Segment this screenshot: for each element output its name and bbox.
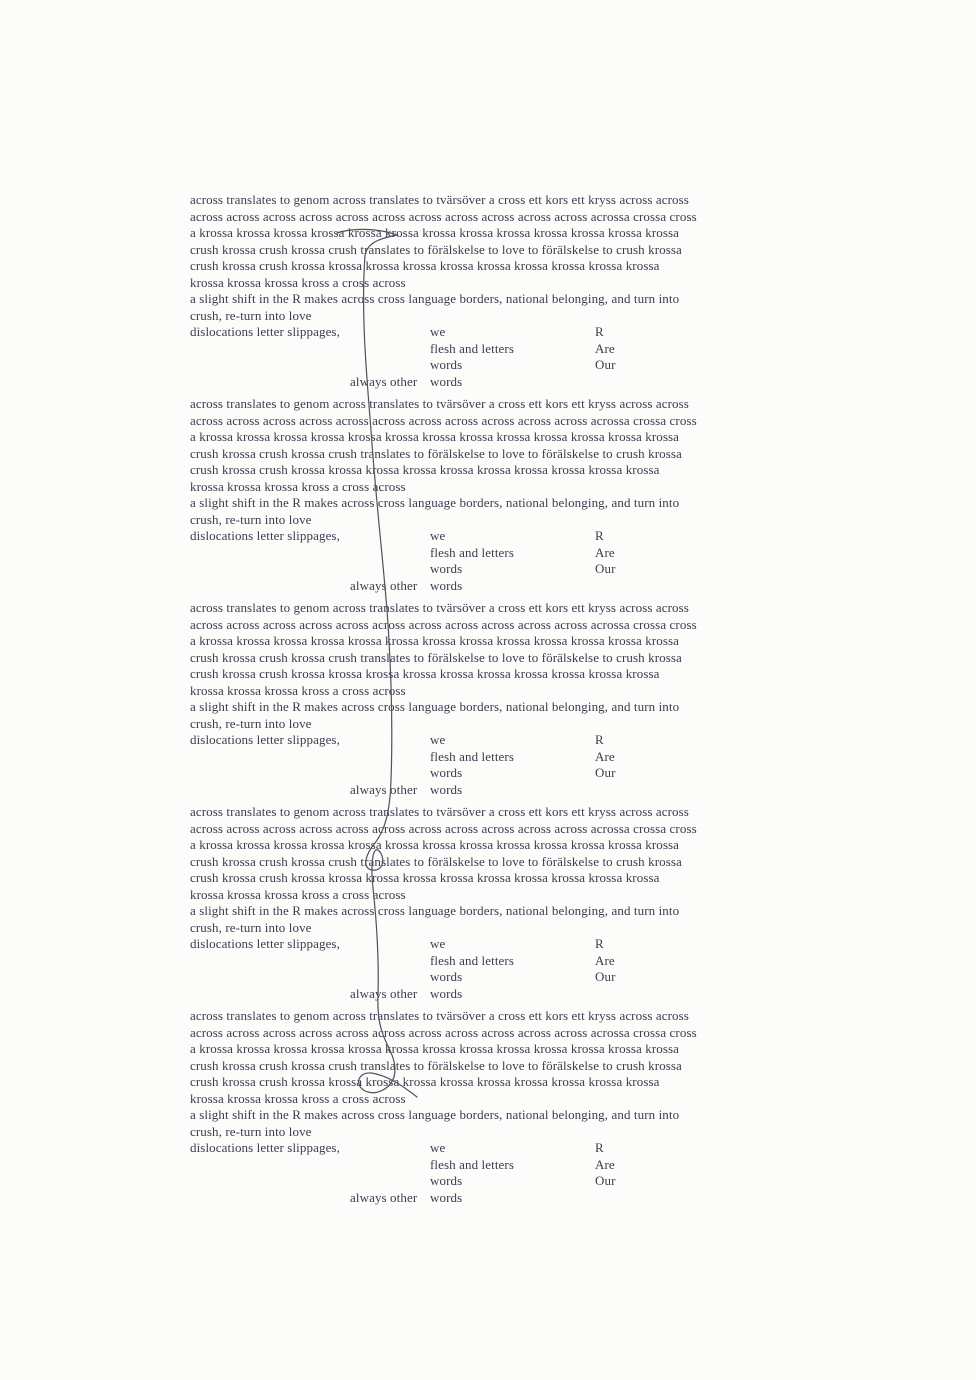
dislocations-label: dislocations letter slippages, xyxy=(190,1140,340,1155)
column-flesh: flesh and letters xyxy=(430,748,515,764)
shift-line: a slight shift in the R makes across cross language borders, national belonging, and turn into xyxy=(190,495,680,510)
column-r: R xyxy=(595,732,604,747)
stanza-line: across translates to genom across translates to tvärsöver a cross ett kors ett kryss across across xyxy=(190,804,689,819)
stanza-line: krossa krossa krossa kross a cross across xyxy=(190,682,406,698)
footer-always-other: always other xyxy=(350,1189,418,1205)
footer-words: words xyxy=(430,373,463,389)
footer-words: words xyxy=(430,781,463,797)
dislocations-label: dislocations letter slippages, xyxy=(190,732,340,747)
shift-line: crush, re-turn into love xyxy=(190,307,312,323)
column-words: words xyxy=(430,969,463,984)
column-r: R xyxy=(595,528,604,543)
shift-line: crush, re-turn into love xyxy=(190,1123,312,1139)
columns-row xyxy=(190,324,790,341)
columns-row xyxy=(190,1173,790,1190)
column-flesh: flesh and letters xyxy=(430,1156,515,1172)
footer-always-other: always other xyxy=(350,373,418,389)
stanza xyxy=(190,396,790,594)
shift-line: a slight shift in the R makes across cross language borders, national belonging, and turn into xyxy=(190,903,680,918)
stanza-line: crush krossa crush krossa krossa krossa krossa krossa krossa krossa krossa krossa krossa xyxy=(190,462,660,477)
stanza-line: across translates to genom across translates to tvärsöver a cross ett kors ett kryss across across xyxy=(190,600,689,615)
column-our: Our xyxy=(595,765,616,780)
dislocations-label: dislocations letter slippages, xyxy=(190,936,340,951)
shift-line: crush, re-turn into love xyxy=(190,715,312,731)
stanza-line: a krossa krossa krossa krossa krossa krossa krossa krossa krossa krossa krossa krossa krossa xyxy=(190,429,680,444)
column-are: Are xyxy=(595,952,615,968)
stanza-line: crush krossa crush krossa crush translates to förälskelse to love to förälskelse to crush krossa xyxy=(190,1057,682,1073)
stanza xyxy=(190,192,790,390)
stanza xyxy=(190,600,790,798)
column-are: Are xyxy=(595,340,615,356)
columns-row xyxy=(190,357,790,374)
stanza-line: across across across across across across across across across across across acrossa crossa cross xyxy=(190,1024,697,1040)
dislocations-label: dislocations letter slippages, xyxy=(190,528,340,543)
footer-row xyxy=(190,986,790,1003)
column-words: words xyxy=(430,357,463,372)
columns-row xyxy=(190,749,790,766)
shift-line: a slight shift in the R makes across cross language borders, national belonging, and turn into xyxy=(190,699,680,714)
columns-row xyxy=(190,765,790,782)
column-flesh: flesh and letters xyxy=(430,544,515,560)
column-r: R xyxy=(595,936,604,951)
stanza-line: krossa krossa krossa kross a cross across xyxy=(190,274,406,290)
column-we: we xyxy=(430,732,446,747)
column-flesh: flesh and letters xyxy=(430,952,515,968)
shift-line: a slight shift in the R makes across cross language borders, national belonging, and turn into xyxy=(190,1107,680,1122)
column-our: Our xyxy=(595,1173,616,1188)
columns-row xyxy=(190,561,790,578)
column-our: Our xyxy=(595,357,616,372)
stanza-line: krossa krossa krossa kross a cross across xyxy=(190,886,406,902)
columns-row xyxy=(190,528,790,545)
footer-words: words xyxy=(430,1189,463,1205)
column-r: R xyxy=(595,324,604,339)
stanza-line: crush krossa crush krossa krossa krossa krossa krossa krossa krossa krossa krossa krossa xyxy=(190,870,660,885)
column-we: we xyxy=(430,324,446,339)
stanza-line: a krossa krossa krossa krossa krossa krossa krossa krossa krossa krossa krossa krossa krossa xyxy=(190,633,680,648)
footer-row xyxy=(190,1190,790,1207)
stanza-line: crush krossa crush krossa krossa krossa krossa krossa krossa krossa krossa krossa krossa xyxy=(190,258,660,273)
columns-row xyxy=(190,953,790,970)
footer-row xyxy=(190,782,790,799)
column-r: R xyxy=(595,1140,604,1155)
columns-row xyxy=(190,732,790,749)
column-are: Are xyxy=(595,1156,615,1172)
footer-words: words xyxy=(430,985,463,1001)
column-words: words xyxy=(430,1173,463,1188)
stanza-line: across translates to genom across translates to tvärsöver a cross ett kors ett kryss across across xyxy=(190,396,689,411)
column-our: Our xyxy=(595,561,616,576)
column-we: we xyxy=(430,936,446,951)
footer-always-other: always other xyxy=(350,577,418,593)
stanza-line: a krossa krossa krossa krossa krossa krossa krossa krossa krossa krossa krossa krossa krossa xyxy=(190,225,680,240)
stanza xyxy=(190,804,790,1002)
footer-row xyxy=(190,374,790,391)
columns-row xyxy=(190,969,790,986)
stanza-line: krossa krossa krossa kross a cross across xyxy=(190,1090,406,1106)
column-our: Our xyxy=(595,969,616,984)
dislocations-label: dislocations letter slippages, xyxy=(190,324,340,339)
stanza-line: a krossa krossa krossa krossa krossa krossa krossa krossa krossa krossa krossa krossa krossa xyxy=(190,1041,680,1056)
stanza-line: across across across across across across across across across across across acrossa crossa cross xyxy=(190,616,697,632)
stanza-line: crush krossa crush krossa crush translates to förälskelse to love to förälskelse to crush krossa xyxy=(190,445,682,461)
stanza-line: crush krossa crush krossa crush translates to förälskelse to love to förälskelse to crush krossa xyxy=(190,241,682,257)
columns-row xyxy=(190,341,790,358)
stanza-line: crush krossa crush krossa krossa krossa krossa krossa krossa krossa krossa krossa krossa xyxy=(190,666,660,681)
columns-row xyxy=(190,1140,790,1157)
stanza-line: across translates to genom across translates to tvärsöver a cross ett kors ett kryss across across xyxy=(190,1008,689,1023)
column-are: Are xyxy=(595,748,615,764)
stanza-line: crush krossa crush krossa crush translates to förälskelse to love to förälskelse to crush krossa xyxy=(190,649,682,665)
columns-row xyxy=(190,936,790,953)
column-words: words xyxy=(430,765,463,780)
stanza-line: across translates to genom across translates to tvärsöver a cross ett kors ett kryss across across xyxy=(190,192,689,207)
stanza-line: a krossa krossa krossa krossa krossa krossa krossa krossa krossa krossa krossa krossa krossa xyxy=(190,837,680,852)
footer-always-other: always other xyxy=(350,781,418,797)
columns-row xyxy=(190,545,790,562)
shift-line: a slight shift in the R makes across cross language borders, national belonging, and turn into xyxy=(190,291,680,306)
column-flesh: flesh and letters xyxy=(430,340,515,356)
shift-line: crush, re-turn into love xyxy=(190,511,312,527)
stanza-line: crush krossa crush krossa crush translates to förälskelse to love to förälskelse to crush krossa xyxy=(190,853,682,869)
stanza-line: crush krossa crush krossa krossa krossa krossa krossa krossa krossa krossa krossa krossa xyxy=(190,1074,660,1089)
footer-row xyxy=(190,578,790,595)
stanza xyxy=(190,1008,790,1206)
footer-words: words xyxy=(430,577,463,593)
poem xyxy=(190,192,790,1212)
stanza-line: krossa krossa krossa kross a cross across xyxy=(190,478,406,494)
footer-always-other: always other xyxy=(350,985,418,1001)
column-we: we xyxy=(430,1140,446,1155)
stanza-line: across across across across across across across across across across across acrossa crossa cross xyxy=(190,820,697,836)
columns-row xyxy=(190,1157,790,1174)
column-are: Are xyxy=(595,544,615,560)
column-words: words xyxy=(430,561,463,576)
column-we: we xyxy=(430,528,446,543)
shift-line: crush, re-turn into love xyxy=(190,919,312,935)
stanza-line: across across across across across across across across across across across acrossa crossa cross xyxy=(190,412,697,428)
stanza-line: across across across across across across across across across across across acrossa crossa cross xyxy=(190,208,697,224)
